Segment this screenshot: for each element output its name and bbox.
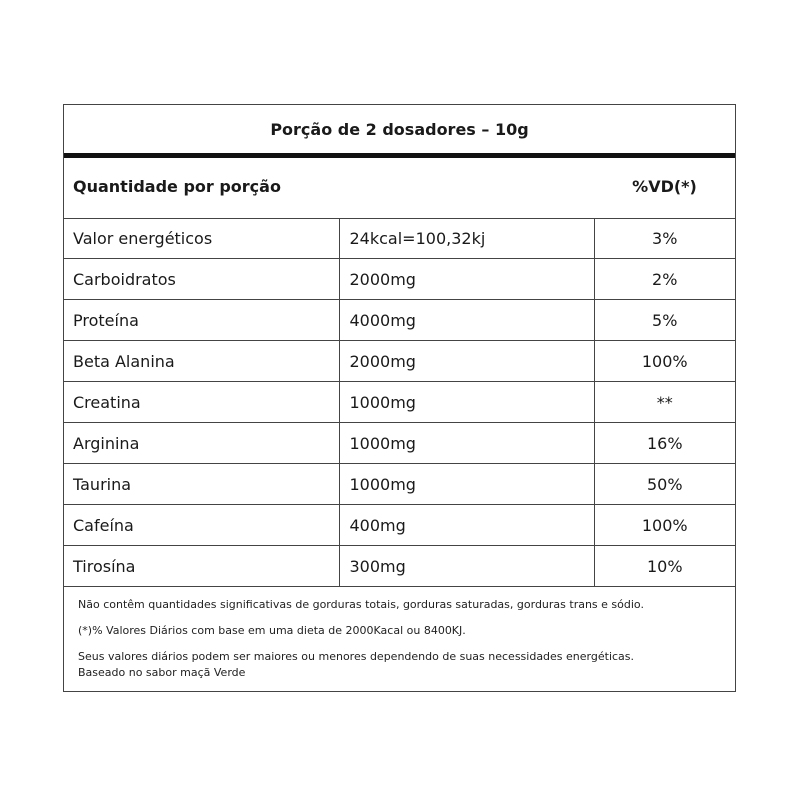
- nutrient-name: Arginina: [64, 423, 339, 464]
- footnotes: [78, 597, 728, 681]
- table-row: [64, 423, 735, 464]
- nutrient-vd: 2%: [594, 259, 735, 300]
- nutrient-vd: 10%: [594, 546, 735, 587]
- footnote-no-significant: Não contêm quantidades significativas de gorduras totais, gorduras saturadas, gorduras trans e sódio.: [78, 598, 644, 611]
- vd-header: %VD(*): [632, 177, 697, 196]
- nutrient-vd: **: [594, 382, 735, 423]
- nutrient-amount: 4000mg: [339, 300, 594, 341]
- nutrient-amount: 1000mg: [339, 423, 594, 464]
- nutrient-amount: 1000mg: [339, 382, 594, 423]
- nutrient-name: Cafeína: [64, 505, 339, 546]
- nutrient-vd: 16%: [594, 423, 735, 464]
- nutrient-vd: 50%: [594, 464, 735, 505]
- nutrient-name: Carboidratos: [64, 259, 339, 300]
- table-header: [64, 158, 735, 219]
- nutrient-name: Valor energéticos: [64, 218, 339, 259]
- table-row: [64, 259, 735, 300]
- nutrient-name: Taurina: [64, 464, 339, 505]
- nutrient-amount: 300mg: [339, 546, 594, 587]
- nutrient-vd: 3%: [594, 218, 735, 259]
- nutrient-amount: 1000mg: [339, 464, 594, 505]
- nutrition-facts-panel: [63, 104, 736, 692]
- nutrient-name: Creatina: [64, 382, 339, 423]
- nutrition-table: [64, 218, 735, 587]
- footnote-flavor: Baseado no sabor maçã Verde: [78, 666, 246, 679]
- nutrient-name: Proteína: [64, 300, 339, 341]
- nutrient-amount: 2000mg: [339, 259, 594, 300]
- nutrient-vd: 100%: [594, 341, 735, 382]
- footnote-daily-values: (*)% Valores Diários com base em uma dieta de 2000Kacal ou 8400KJ.: [78, 624, 466, 637]
- nutrient-amount: 400mg: [339, 505, 594, 546]
- table-row: [64, 464, 735, 505]
- nutrient-vd: 5%: [594, 300, 735, 341]
- table-row: [64, 546, 735, 587]
- nutrient-amount: 24kcal=100,32kj: [339, 218, 594, 259]
- table-row: [64, 218, 735, 259]
- nutrient-vd: 100%: [594, 505, 735, 546]
- table-row: [64, 300, 735, 341]
- nutrient-name: Tirosína: [64, 546, 339, 587]
- footnote-variation: Seus valores diários podem ser maiores ou menores dependendo de suas necessidades energéticas.: [78, 650, 635, 663]
- table-row: [64, 505, 735, 546]
- table-row: [64, 382, 735, 423]
- nutrient-name: Beta Alanina: [64, 341, 339, 382]
- quantity-header: Quantidade por porção: [73, 177, 281, 196]
- serving-title: Porção de 2 dosadores – 10g: [270, 119, 529, 139]
- table-row: [64, 341, 735, 382]
- nutrient-amount: 2000mg: [339, 341, 594, 382]
